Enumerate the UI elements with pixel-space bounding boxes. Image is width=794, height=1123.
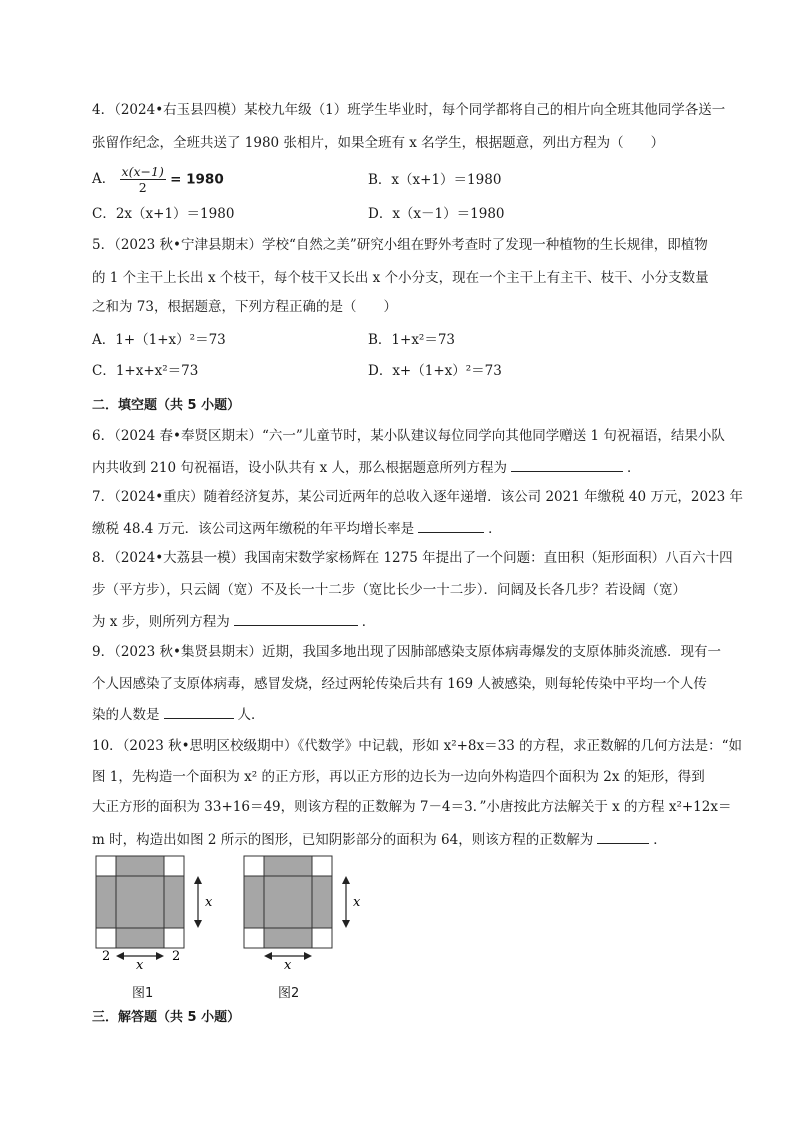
fig1-two-left: 2	[102, 949, 111, 964]
q4-option-c[interactable]: C．2x（x+1）＝1980	[92, 206, 235, 222]
q7-line1: 7．（2024•重庆）随着经济复苏，某公司近两年的总收入逐年递增．该公司 2021 年缴税 40 万元，2023 年	[92, 489, 744, 505]
q10-line2: 图 1，先构造一个面积为 x² 的正方形，再以正方形的边长为一边向外构造四个面积为 2x 的矩形，得到	[92, 769, 705, 785]
q8-line2: 步（平方步），只云阔（宽）不及长一十二步（宽比长少一十二步）．问阔及长各几步？若设阔（宽）	[92, 582, 686, 598]
q5-option-b[interactable]: B．1+x²＝73	[368, 332, 456, 348]
q9-line2: 个人因感染了支原体病毒，感冒发烧，经过两轮传染后共有 169 人被感染，则每轮传染中平均一个人传	[92, 676, 707, 692]
section-answer: 三．解答题（共 5 小题）	[92, 1010, 241, 1025]
fig1-x-label-right: x	[205, 895, 213, 910]
fig1-corner	[96, 856, 116, 876]
q7-line2: 缴税 48.4 万元．该公司这两年缴税的年平均增长率是 ．	[92, 518, 732, 539]
q4-line2: 张留作纪念，全班共送了 1980 张相片，如果全班有 x 名学生，根据题意，列出方程为（ ）	[92, 135, 665, 151]
fig1-caption: 图1	[132, 986, 154, 1001]
fig2-x-label-bottom: x	[284, 958, 292, 973]
q9-line1: 9．（2023 秋•集贤县期末）近期，我国多地出现了因肺部感染支原体病毒爆发的支原体肺炎流感．现有一	[92, 644, 721, 660]
fig1-arrowhead	[116, 952, 124, 960]
q10-line3: 大正方形的面积为 33+16＝49，则该方程的正数解为 7－4＝3．”小唐按此方法解关于 x 的方程 x²+12x＝	[92, 799, 732, 815]
fig2-arrowhead	[342, 876, 350, 884]
q10-line1: 10．（2023 秋•思明区校级期中）《代数学》中记载，形如 x²+8x＝33 的方程，求正数解的几何方法是：“如	[92, 738, 742, 754]
q10-line4: m 时，构造出如图 2 所示的图形，已知阴影部分的面积为 64，则该方程的正数解为 ．	[92, 829, 732, 850]
q4-option-b[interactable]: B．x（x+1）＝1980	[368, 172, 502, 188]
fig1-corner	[164, 856, 184, 876]
q5-option-c[interactable]: C．1+x+x²＝73	[92, 363, 199, 379]
section-fill-in: 二．填空题（共 5 小题）	[92, 398, 241, 413]
q5-line2: 的 1 个主干上长出 x 个枝干，每个枝干又长出 x 个小分支，现在一个主干上有主干、枝干、小分支数量	[92, 270, 709, 286]
q8-line1: 8．（2024•大荔县一模）我国南宋数学家杨辉在 1275 年提出了一个问题：直田积（矩形面积）八百六十四	[92, 550, 733, 566]
q9-line3: 染的人数是 人．	[92, 704, 732, 725]
q4-fraction: $\frac{x(x-1)}{2}$	[121, 164, 164, 195]
q10-answer-blank[interactable]	[597, 829, 649, 844]
fig2-arrowhead	[264, 952, 272, 960]
fig1-two-right: 2	[172, 949, 181, 964]
figure-2	[240, 852, 370, 974]
fig2-corner	[312, 928, 332, 948]
q5-line1: 5．（2023 秋•宁津县期末）学校“自然之美”研究小组在野外考查时了发现一种植物的生长规律，即植物	[92, 237, 708, 253]
q8-answer-blank[interactable]	[234, 611, 358, 626]
fig2-arrowhead	[342, 920, 350, 928]
fig2-arrowhead	[304, 952, 312, 960]
fig1-arrowhead	[156, 952, 164, 960]
fig1-x-label-bottom: x	[136, 958, 144, 973]
figure-1	[92, 852, 232, 974]
fig2-corner	[312, 856, 332, 876]
fig1-arrowhead	[194, 876, 202, 884]
fig1-horizontal-bar	[96, 876, 184, 928]
fig2-corner	[244, 928, 264, 948]
fig1-arrowhead	[194, 920, 202, 928]
fig1-corner	[96, 928, 116, 948]
fig2-corner	[244, 856, 264, 876]
q4-line1: 4．（2024•右玉县四模）某校九年级（1）班学生毕业时，每个同学都将自己的相片向全班其他同学各送一	[92, 102, 726, 118]
q8-line3: 为 x 步，则所列方程为 ．	[92, 611, 732, 632]
fig1-corner	[164, 928, 184, 948]
fig2-caption: 图2	[278, 986, 300, 1001]
q6-line1: 6．（2024 春•奉贤区期末）“六一”儿童节时，某小队建议每位同学向其他同学赠送 1 句祝福语，结果小队	[92, 428, 725, 444]
q4-option-d[interactable]: D．x（x－1）＝1980	[368, 206, 505, 222]
fig2-x-label-right: x	[353, 895, 361, 910]
fig2-horizontal-bar	[244, 876, 332, 928]
q6-line2: 内共收到 210 句祝福语，设小队共有 x 人，那么根据题意所列方程为 ．	[92, 457, 732, 478]
q9-answer-blank[interactable]	[164, 704, 234, 719]
q6-answer-blank[interactable]	[511, 457, 623, 472]
q5-option-a[interactable]: A．1+（1+x）²＝73	[92, 332, 226, 348]
q5-option-d[interactable]: D．x+（1+x）²＝73	[368, 363, 502, 379]
q4-option-a[interactable]: A． $\frac{x(x-1)}{2}$ = 1980	[92, 164, 224, 195]
q7-answer-blank[interactable]	[418, 518, 484, 533]
q5-line3: 之和为 73，根据题意，下列方程正确的是（ ）	[92, 299, 397, 315]
